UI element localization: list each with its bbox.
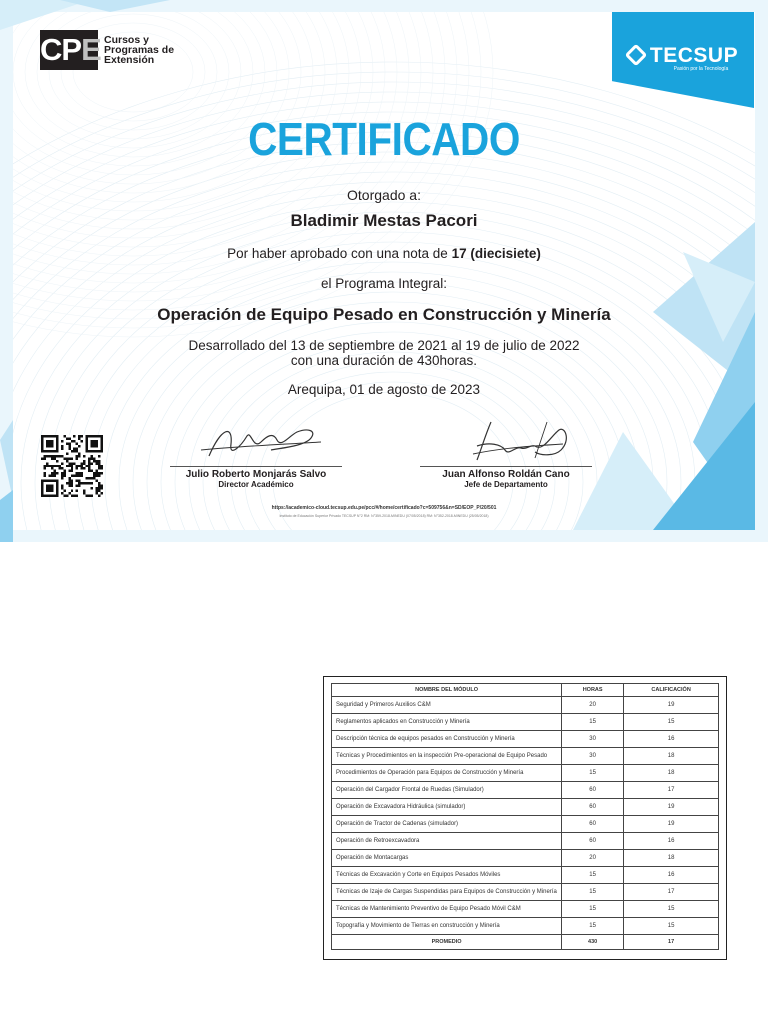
verification-url[interactable]: https://academico-cloud.tecsup.edu.pe/pcc/#/home/certificado?c=509756&n=SD/EOP_P/20/501 [271, 505, 497, 511]
granted-label: Otorgado a: [347, 187, 421, 203]
table-row [332, 765, 719, 782]
grade-line: Por haber aprobado con una nota de 17 (diecisiete) [227, 246, 541, 261]
cell-module: Operación del Cargador Frontal de Ruedas (Simulador) [332, 782, 562, 799]
cell-hours: 60 [562, 782, 624, 799]
total-hours: 430 [562, 935, 624, 950]
cell-hours: 20 [562, 850, 624, 867]
program-label: el Programa Integral: [320, 276, 448, 291]
table-row [332, 867, 719, 884]
cell-grade: 19 [624, 816, 719, 833]
cell-hours: 15 [562, 765, 624, 782]
cell-grade: 15 [624, 714, 719, 731]
signatory-name: Juan Alfonso Roldán Cano [442, 469, 570, 480]
certificate-paper [13, 12, 755, 530]
signature-block-department [406, 416, 606, 489]
period-text: Desarrollado del 13 de septiembre de 2021 al 19 de julio de 2022 [188, 338, 580, 353]
table-row [332, 714, 719, 731]
signatory-name: Julio Roberto Monjarás Salvo [185, 469, 327, 480]
tecsup-logo: TECSUP Pasión por la Tecnología [618, 44, 748, 72]
cell-module: Operación de Retroexcavadora [332, 833, 562, 850]
cell-grade: 17 [624, 782, 719, 799]
cell-grade: 16 [624, 833, 719, 850]
table-row [332, 697, 719, 714]
cell-grade: 16 [624, 731, 719, 748]
cell-module: Topografía y Movimiento de Tierras en construcción y Minería [332, 918, 562, 935]
table-row [332, 901, 719, 918]
legal-note: Instituto de Educación Superior Privado TECSUP N°2 RM: N°359-2018-MINEDU (07/05/2018) RM: N°352-2018-MINEDU (25/05/2018) [279, 514, 489, 518]
cell-hours: 20 [562, 697, 624, 714]
cell-grade: 16 [624, 867, 719, 884]
certificate-title: CERTIFICADO [248, 113, 520, 165]
cell-grade: 17 [624, 884, 719, 901]
cell-module: Reglamentos aplicados en Construcción y Minería [332, 714, 562, 731]
signature-block-director [156, 418, 356, 489]
cell-module: Descripción técnica de equipos pesados en Construcción y Minería [332, 731, 562, 748]
table-row [332, 748, 719, 765]
cell-module: Técnicas de Excavación y Corte en Equipos Pesados Móviles [332, 867, 562, 884]
place-date: Arequipa, 01 de agosto de 2023 [287, 382, 481, 397]
cell-module: Seguridad y Primeros Auxilios C&M [332, 697, 562, 714]
cell-module: Técnicas de Mantenimiento Preventivo de Equipo Pesado Móvil C&M [332, 901, 562, 918]
modules-table-frame [323, 676, 727, 960]
header-module: NOMBRE DEL MÓDULO [332, 684, 562, 697]
signatory-role: Director Académico [218, 480, 294, 489]
cell-grade: 18 [624, 748, 719, 765]
cell-module: Técnicas de Izaje de Cargas Suspendidas para Equipos de Construcción y Minería [332, 884, 562, 901]
table-row [332, 850, 719, 867]
table-row [332, 799, 719, 816]
duration-text: con una duración de 430horas. [290, 353, 478, 368]
table-row [332, 884, 719, 901]
cell-module: Operación de Excavadora Hidráulica (simulador) [332, 799, 562, 816]
table-row [332, 918, 719, 935]
cell-hours: 60 [562, 799, 624, 816]
signature-drawing [181, 418, 331, 466]
cell-grade: 19 [624, 697, 719, 714]
cell-hours: 15 [562, 867, 624, 884]
cell-hours: 15 [562, 918, 624, 935]
program-name: Operación de Equipo Pesado en Construcción y Minería [157, 305, 611, 324]
table-row [332, 731, 719, 748]
tecsup-diamond-icon [625, 44, 648, 67]
table-row [332, 816, 719, 833]
cell-hours: 30 [562, 731, 624, 748]
signature-drawing [431, 416, 581, 466]
total-label: PROMEDIO [332, 935, 562, 950]
total-grade: 17 [624, 935, 719, 950]
cell-hours: 15 [562, 901, 624, 918]
table-row [332, 782, 719, 799]
qr-code-icon [41, 435, 103, 497]
cpe-subtitle: Cursos y Programas de Extensión [104, 34, 175, 66]
cell-module: Operación de Montacargas [332, 850, 562, 867]
recipient-name: Bladimir Mestas Pacori [290, 211, 478, 230]
cell-module: Técnicas y Procedimientos en la inspección Pre-operacional de Equipo Pesado [332, 748, 562, 765]
cell-module: Procedimientos de Operación para Equipos de Construcción y Minería [332, 765, 562, 782]
grade-value: 17 (diecisiete) [451, 246, 541, 261]
cell-hours: 15 [562, 714, 624, 731]
cell-grade: 19 [624, 799, 719, 816]
header-grade: CALIFICACIÓN [624, 684, 719, 697]
cell-hours: 30 [562, 748, 624, 765]
signatory-role: Jefe de Departamento [464, 480, 548, 489]
table-header-row [332, 684, 719, 697]
cell-grade: 18 [624, 765, 719, 782]
cell-module: Operación de Tractor de Cadenas (simulador) [332, 816, 562, 833]
cell-hours: 15 [562, 884, 624, 901]
header-hours: HORAS [562, 684, 624, 697]
table-row [332, 833, 719, 850]
cell-hours: 60 [562, 816, 624, 833]
cell-hours: 60 [562, 833, 624, 850]
cpe-logo [40, 30, 174, 70]
modules-table [331, 683, 719, 950]
table-total-row [332, 935, 719, 950]
cell-grade: 15 [624, 918, 719, 935]
cpe-mark: CPE [40, 30, 98, 70]
cell-grade: 15 [624, 901, 719, 918]
cell-grade: 18 [624, 850, 719, 867]
